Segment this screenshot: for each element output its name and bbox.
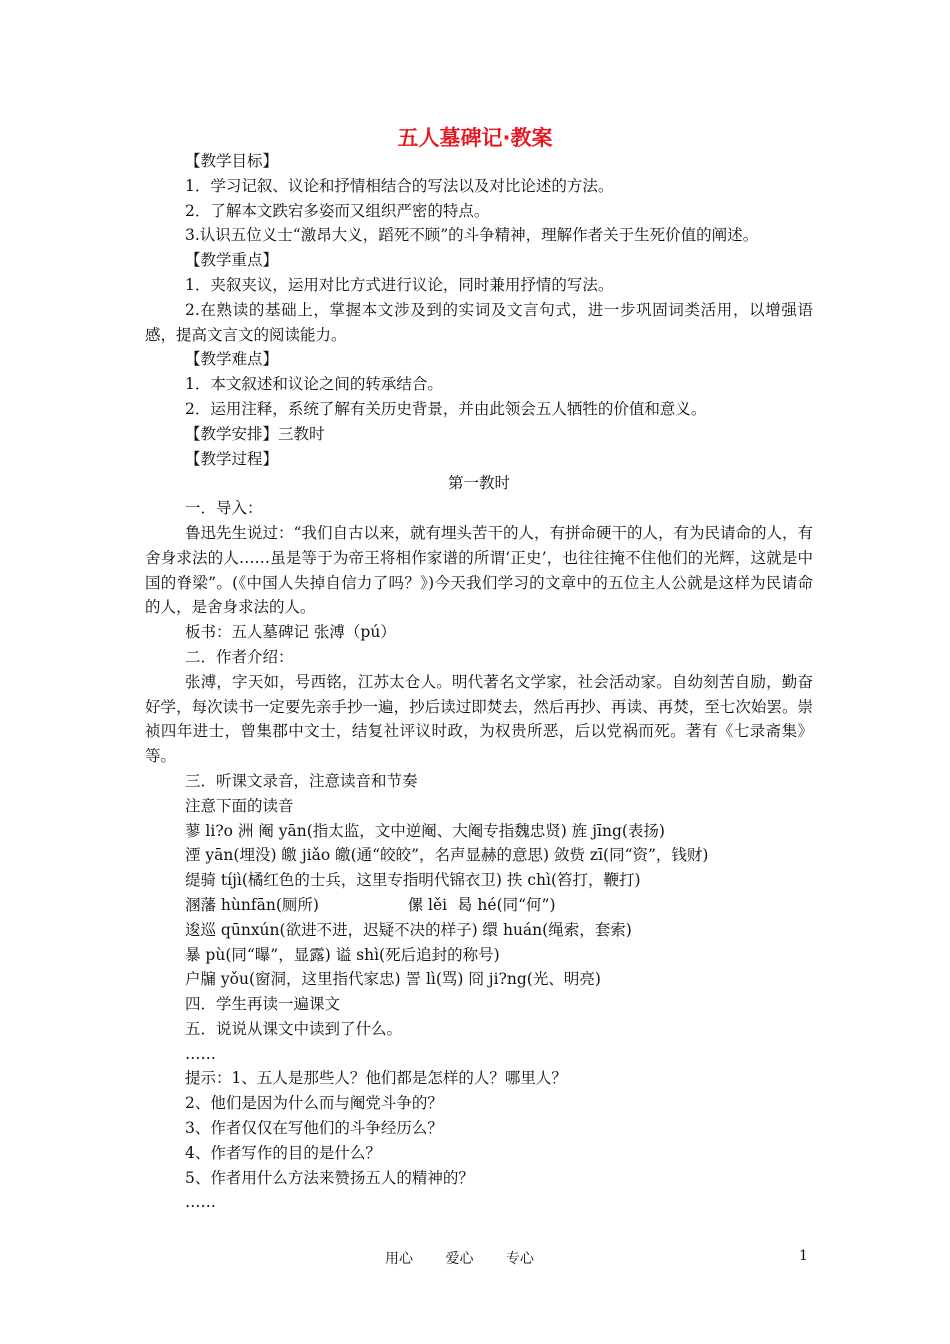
pronunciation-line: 户牖 yǒu(窗洞，这里指代家忠) 詈 lì(骂) 冏 ji?ng(光、明亮)	[185, 970, 601, 989]
pronunciation-line: 湮 yān(埋没) 皦 jiǎo 皦(通“皎皎”，名声显赫的意思) 敛赀 zī(同“资”，钱财)	[185, 846, 709, 865]
heading-process: 【教学过程】	[185, 449, 279, 468]
step-3-listen: 三．听课文录音，注意读音和节奏	[185, 771, 418, 790]
difficulty-2: 2．运用注释，系统了解有关历史背景，并由此领会五人牺牲的价值和意义。	[185, 399, 707, 418]
footer-text: 专心	[505, 1251, 534, 1267]
pronunciation-line: 缇骑 tíjì(橘红色的士兵，这里专指明代锦衣卫) 抶 chì(笞打，鞭打)	[185, 871, 641, 890]
key-point-2: 2.在熟读的基础上，掌握本文涉及到的实词及文言句式，进一步巩固词类活用，以增强语感，提高文言文的阅读能力。	[145, 300, 813, 344]
hint-line: 3、作者仅仅在写他们的斗争经历么？	[185, 1119, 443, 1138]
document-title: 五人墓碑记·教案	[397, 126, 553, 150]
hint-line: 5、作者用什么方法来赞扬五人的精神的？	[185, 1168, 474, 1187]
pronunciation-line: 逡巡 qūnxún(欲进不进，迟疑不决的样子) 缳 huán(绳索，套索)	[185, 920, 632, 939]
heading-arrangement: 【教学安排】三教时	[185, 424, 325, 443]
difficulty-1: 1．本文叙述和议论之间的转承结合。	[185, 375, 443, 394]
step-2-author: 二．作者介绍：	[185, 647, 294, 666]
heading-key-points: 【教学重点】	[185, 251, 279, 270]
key-point-1: 1．夹叙夹议，运用对比方式进行议论，同时兼用抒情的写法。	[185, 275, 614, 294]
hint-line: 2、他们是因为什么而与阉党斗争的？	[185, 1094, 443, 1113]
pronunciation-line: 蓼 li?o 洲 阉 yān(指太监，文中逆阉、大阉专指魏忠贤) 旌 jīng(表扬)	[185, 821, 665, 840]
ellipsis: ……	[185, 1044, 216, 1063]
document-body	[145, 149, 813, 1215]
author-paragraph: 张溥，字天如，号西铭，江苏太仓人。明代著名文学家，社会活动家。自幼刻苦自励，勤奋好学，每次读书一定要先亲手抄一遍，抄后读过即焚去，然后再抄、再读、再焚，至七次始罢。崇祯四年进士，曾集郡中文士，结复社评议时政，为权贵所恶，后以党祸而死。著有《七录斋集》等。	[145, 672, 813, 766]
page-footer	[385, 1248, 562, 1268]
hint-line: 4、作者写作的目的是什么？	[185, 1143, 381, 1162]
footer-text: 用心	[385, 1251, 413, 1267]
hint-line: 提示：1、五人是那些人？他们都是怎样的人？哪里人？	[185, 1069, 567, 1088]
pronunciation-heading: 注意下面的读音	[185, 796, 294, 815]
pronunciation-line: 暴 pù(同“曝”，显露) 谥 shì(死后追封的称号)	[185, 945, 500, 964]
objective-1: 1．学习记叙、议论和抒情相结合的写法以及对比论述的方法。	[185, 176, 614, 195]
page-number: 1	[799, 1248, 808, 1264]
step-5-discuss: 五．说说从课文中读到了什么。	[185, 1019, 403, 1038]
board-note: 板书：五人墓碑记 张溥（pú）	[185, 623, 396, 642]
objective-3: 3.认识五位义士“激昂大义，蹈死不顾”的斗争精神，理解作者关于生死价值的阐述。	[185, 226, 759, 245]
footer-text: 爱心	[445, 1251, 474, 1267]
step-1-intro: 一．导入：	[185, 499, 263, 518]
pronunciation-line: 溷藩 hùnfān(厕所) 傫 lěi 曷 hé(同“何”)	[185, 895, 556, 914]
step-4-reread: 四．学生再读一遍课文	[185, 995, 341, 1014]
intro-paragraph: 鲁迅先生说过：“我们自古以来，就有埋头苦干的人，有拼命硬干的人，有为民请命的人，有舍身求法的人……虽是等于为帝王将相作家谱的所谓‘正史’，也往往掩不住他们的光辉，这就是中国的脊梁”。(《中国人失掉自信力了吗？》)今天我们学习的文章中的五位主人公就是这样为民请命的人，是舍身求法的人。	[145, 523, 813, 617]
objective-2: 2．了解本文跌宕多姿而又组织严密的特点。	[185, 201, 490, 220]
section-first-lesson: 第一教时	[447, 474, 510, 493]
ellipsis: ……	[185, 1193, 216, 1212]
heading-objectives: 【教学目标】	[185, 152, 279, 170]
heading-difficulties: 【教学难点】	[185, 350, 279, 369]
